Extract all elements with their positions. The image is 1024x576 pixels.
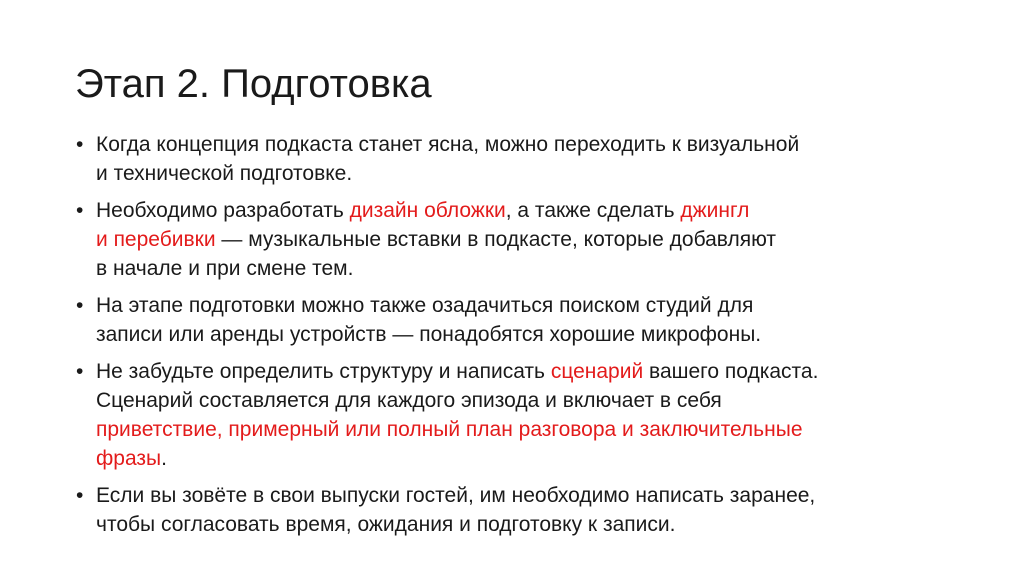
highlighted-text: фразы [96,447,162,470]
bullet-item [76,481,956,539]
bullet-text: . [161,447,167,470]
bullet-line [96,159,956,188]
bullet-text: Когда концепция подкаста станет ясна, можно переходить к визуальной [96,133,800,156]
highlighted-text: и перебивки [96,228,216,251]
bullet-text: вашего подкаста. [643,360,819,383]
bullet-line [96,196,956,225]
bullet-item [76,357,956,473]
bullet-text: и технической подготовке. [96,162,353,185]
bullet-text: записи или аренды устройств — понадобятся хорошие микрофоны. [96,323,762,346]
bullet-line [96,291,956,320]
bullet-text: На этапе подготовки можно также озадачиться поиском студий для [96,294,754,317]
bullet-line [96,481,956,510]
bullet-line [96,254,956,283]
bullet-dot-icon: • [76,294,84,317]
slide-title: Этап 2. Подготовка [75,62,432,106]
bullet-dot-icon: • [76,360,84,383]
bullet-text: Если вы зовёте в свои выпуски гостей, им необходимо написать заранее, [96,484,816,507]
bullet-item [76,196,956,283]
bullet-dot-icon: • [76,133,84,156]
highlighted-text: приветствие, примерный или полный план разговора и заключительные [96,418,803,441]
bullet-line [96,510,956,539]
bullet-line [96,320,956,349]
bullet-item [76,130,956,188]
bullet-text: Сценарий составляется для каждого эпизода и включает в себя [96,389,722,412]
bullet-text: в начале и при смене тем. [96,257,354,280]
bullet-dot-icon: • [76,199,84,222]
bullet-dot-icon: • [76,484,84,507]
bullet-item [76,291,956,349]
bullet-text: чтобы согласовать время, ожидания и подготовку к записи. [96,513,676,536]
bullet-line [96,225,956,254]
bullet-list [76,130,956,547]
bullet-text: , а также сделать [505,199,681,222]
bullet-text: — музыкальные вставки в подкасте, которые добавляют [215,228,777,251]
highlighted-text: джингл [680,199,750,222]
bullet-text: Не забудьте определить структуру и написать [96,360,551,383]
highlighted-text: сценарий [550,360,644,383]
bullet-line [96,444,956,473]
bullet-line [96,130,956,159]
bullet-line [96,357,956,386]
bullet-line [96,415,956,444]
bullet-text: Необходимо разработать [96,199,350,222]
bullet-line [96,386,956,415]
highlighted-text: дизайн обложки [349,199,506,222]
